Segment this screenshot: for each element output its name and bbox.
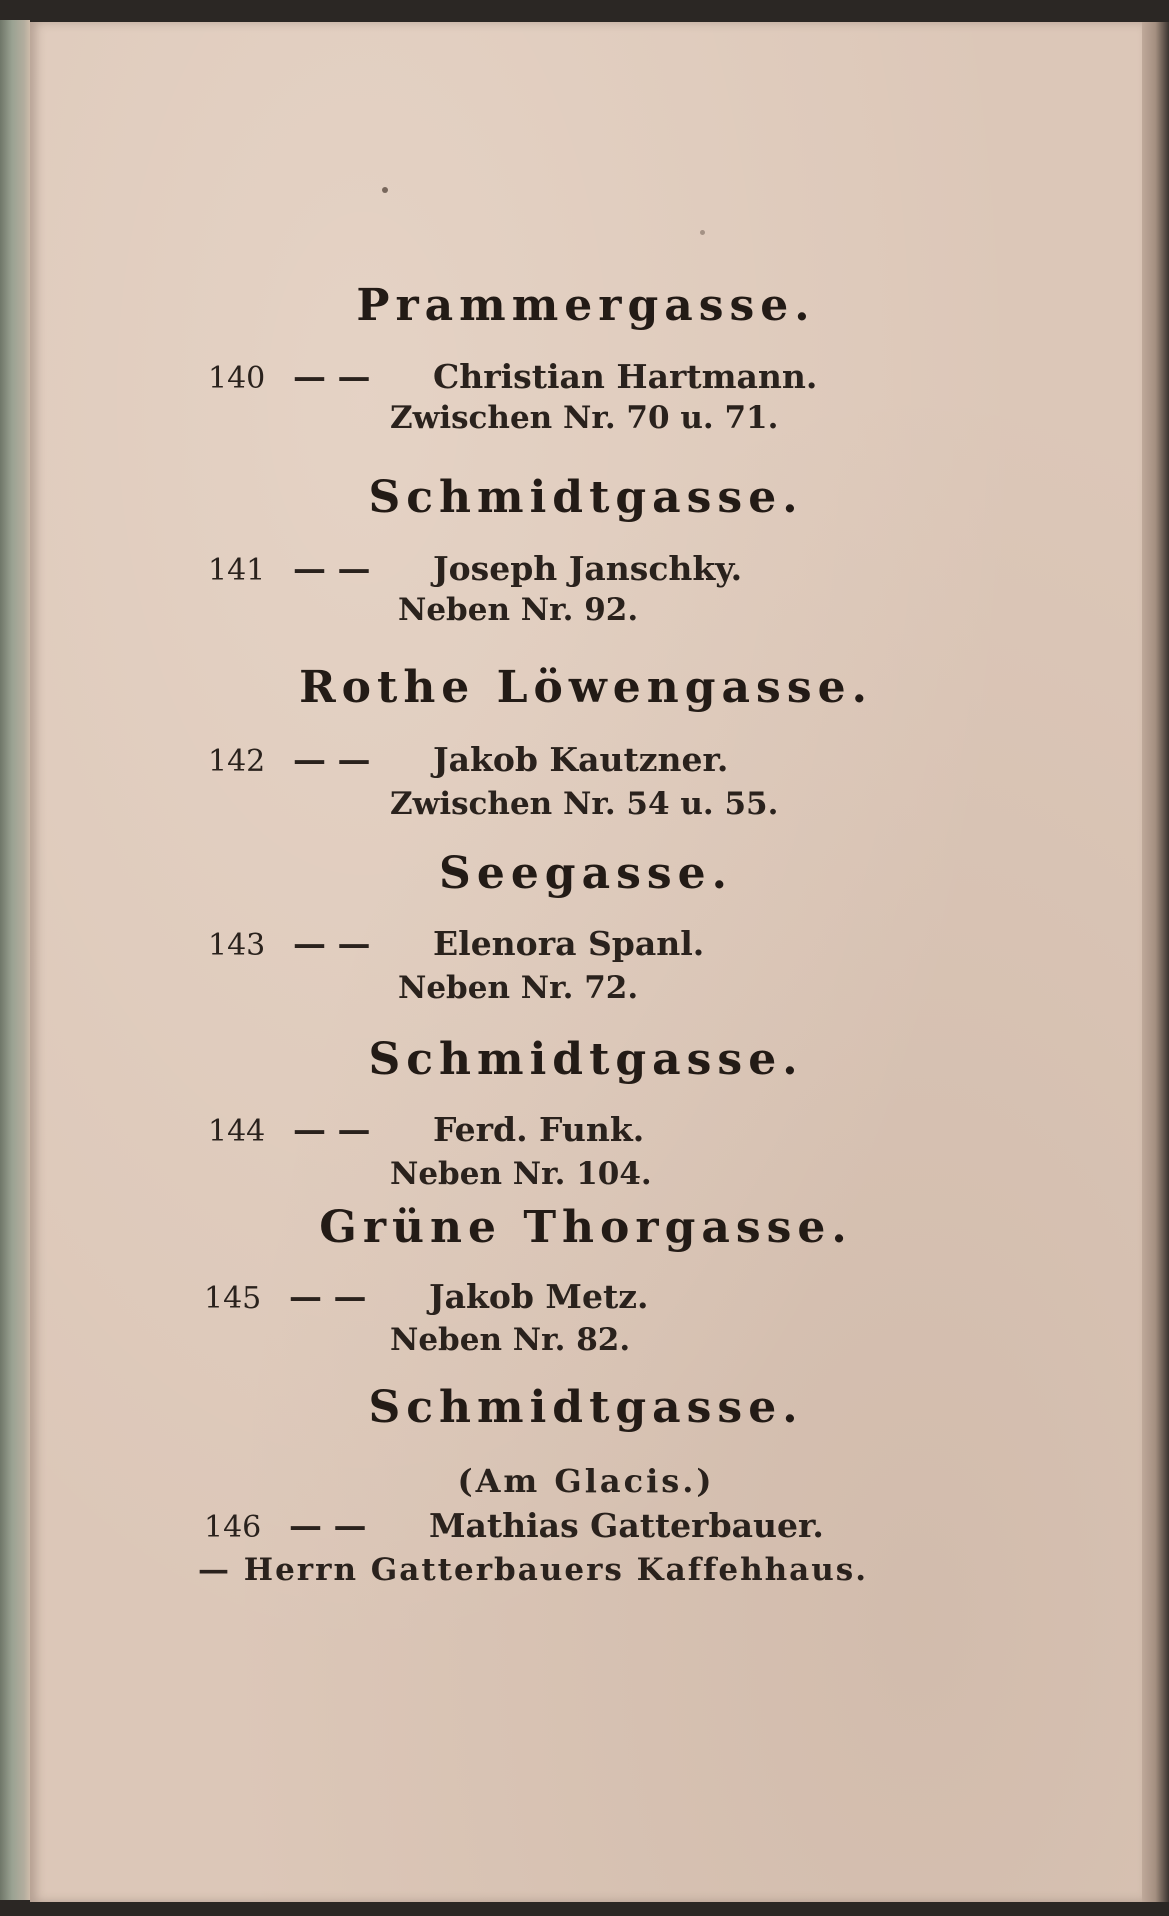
dashes: — — [293, 1110, 371, 1149]
ink-speck [382, 187, 388, 193]
house-number: 146 [204, 1510, 262, 1545]
entry-line [208, 740, 728, 779]
dashes: — — [293, 549, 371, 588]
street-subheading: (Am Glacis.) [457, 1462, 715, 1500]
street-heading: Schmidtgasse. [368, 472, 804, 523]
street-heading: Schmidtgasse. [368, 1034, 804, 1085]
entry-line [204, 1277, 648, 1316]
location-note: Zwischen Nr. 70 u. 71. [390, 400, 779, 436]
location-note: Neben Nr. 92. [398, 592, 639, 628]
entry-line [208, 357, 817, 396]
extra-note: — Herrn Gatterbauers Kaffehhaus. [198, 1552, 869, 1588]
owner-name: Christian Hartmann. [433, 357, 818, 396]
street-heading: Grüne Thorgasse. [319, 1202, 853, 1253]
entry-line [208, 924, 704, 963]
dashes: — — [289, 1506, 367, 1545]
dashes: — — [293, 740, 371, 779]
entry-line [208, 1110, 644, 1149]
street-heading: Schmidtgasse. [368, 1382, 804, 1433]
owner-name: Joseph Janschky. [433, 549, 743, 588]
house-number: 140 [208, 361, 266, 396]
location-note: Zwischen Nr. 54 u. 55. [390, 786, 779, 822]
location-note: Neben Nr. 104. [390, 1156, 652, 1192]
owner-name: Ferd. Funk. [433, 1110, 645, 1149]
street-heading: Seegasse. [439, 848, 733, 899]
dashes: — — [293, 924, 371, 963]
house-number: 142 [208, 744, 266, 779]
location-note: Neben Nr. 72. [398, 970, 639, 1006]
street-heading: Prammergasse. [356, 280, 816, 331]
owner-name: Mathias Gatterbauer. [429, 1506, 824, 1545]
house-number: 141 [208, 553, 266, 588]
owner-name: Jakob Kautzner. [433, 740, 729, 779]
dashes: — — [289, 1277, 367, 1316]
house-number: 144 [208, 1114, 266, 1149]
entry-line [208, 549, 742, 588]
owner-name: Jakob Metz. [429, 1277, 649, 1316]
house-number: 143 [208, 928, 266, 963]
house-number: 145 [204, 1281, 262, 1316]
owner-name: Elenora Spanl. [433, 924, 705, 963]
entry-line [204, 1506, 824, 1545]
book-spine [0, 20, 30, 1900]
street-heading: Rothe Löwengasse. [299, 662, 873, 713]
dashes: — — [293, 357, 371, 396]
page-edge [1142, 22, 1169, 1902]
page-content [30, 22, 1142, 1902]
ink-speck [700, 230, 705, 235]
location-note: Neben Nr. 82. [390, 1322, 631, 1358]
